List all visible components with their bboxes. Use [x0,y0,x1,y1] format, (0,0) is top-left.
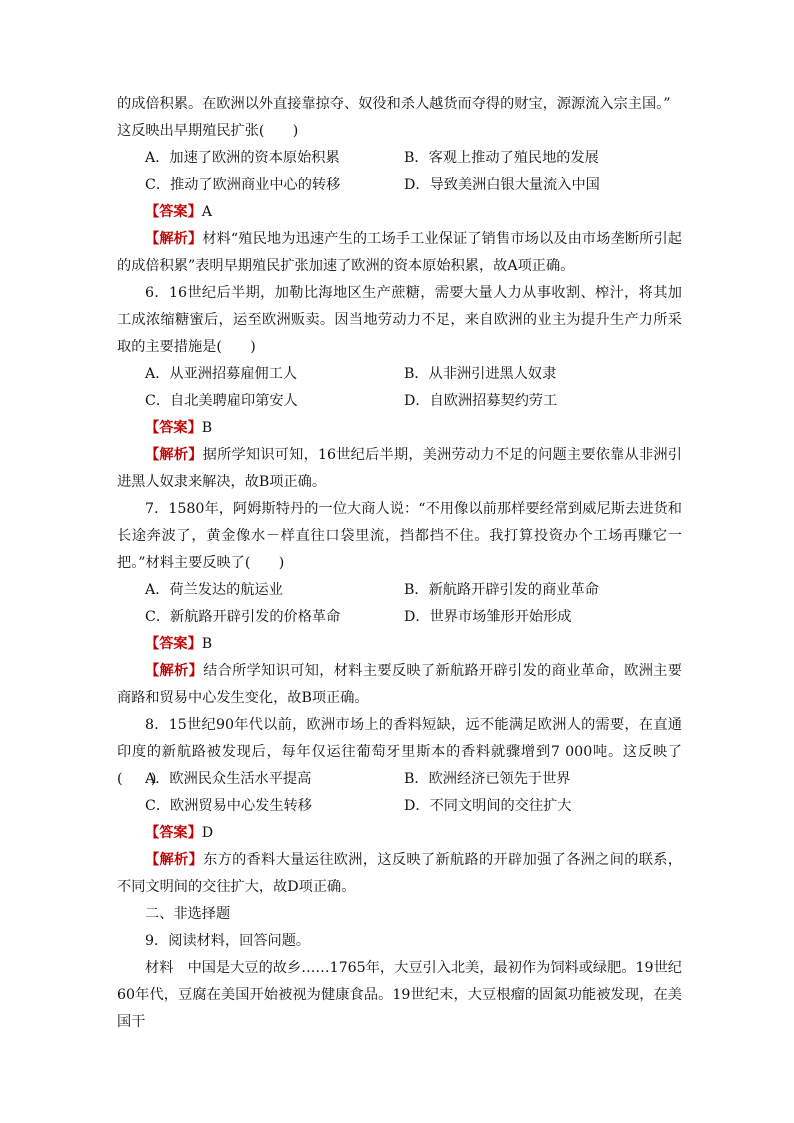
q8-answer [117,820,682,847]
q9-material: 材料 中国是大豆的故乡……1765年，大豆引入北美，最初作为饲料或绿肥。19世纪60年代，豆腐在美国开始被视为健康食品。19世纪末，大豆根瘤的固氮功能被发现，在美国干 [117,960,682,1030]
q7-option-b: B．新航路开辟引发的商业革命 [404,582,599,598]
q5-options-row-2 [117,172,682,199]
q8-options-row-1 [117,766,682,793]
q7-options-row-2 [117,604,682,631]
analysis-text: 材料“殖民地为迅速产生的工场手工业保证了销售市场以及由市场垄断所引起的成倍积累”表明早期殖民扩张加速了欧洲的资本原始积累，故A项正确。 [117,231,682,274]
analysis-tag: 【解析】 [145,447,203,463]
analysis-text: 据所学知识可知，16世纪后半期，美洲劳动力不足的问题主要依靠从非洲引进黑人奴隶来解决，故B项正确。 [117,447,682,490]
q6-stem: 6．16世纪后半期，加勒比海地区生产蔗糖，需要大量人力从事收割、榨汁，将其加工成浓缩糖蜜后，运至欧洲贩卖。因当地劳动力不足，来自欧洲的业主为提升生产力所采取的主要措施是( ) [117,285,682,355]
q7-option-c: C．新航路开辟引发的价格革命 [145,609,341,625]
q6-answer [117,415,682,442]
q8-option-c: C．欧洲贸易中心发生转移 [145,798,312,814]
q5-option-b: B．客观上推动了殖民地的发展 [404,150,599,166]
q9-stem: 9．阅读材料，回答问题。 [145,933,311,949]
q7-option-a: A．荷兰发达的航运业 [145,582,283,598]
q8-option-b: B．欧洲经济已领先于世界 [404,771,571,787]
analysis-tag: 【解析】 [145,663,204,679]
q5-option-a: A．加速了欧洲的资本原始积累 [145,150,340,166]
q7-answer [117,631,682,658]
q7-analysis [117,658,682,712]
q5-option-c: C．推动了欧洲商业中心的转移 [145,177,341,193]
section-heading: 二、非选择题 [145,906,231,922]
q8-stem: 8．15世纪90年代以前，欧洲市场上的香料短缺，远不能满足欧洲人的需要，在直通印度的新航路被发现后，每年仅运往葡萄牙里斯本的香料就骤增到7 000吨。这反映了( ) [117,717,682,787]
q6-option-c: C．自北美聘雇印第安人 [145,393,298,409]
q8-option-a: A．欧洲民众生活水平提高 [145,771,312,787]
q5-analysis [117,226,682,280]
q6-option-a: A．从亚洲招募雇佣工人 [145,366,298,382]
q6-option-b: B．从非洲引进黑人奴隶 [404,366,557,382]
q8-options-row-2 [117,793,682,820]
q6-option-d: D．自欧洲招募契约劳工 [404,393,558,409]
q6-options-row-2 [117,388,682,415]
answer-tag: 【答案】 [145,825,202,841]
q8-option-d: D．不同文明间的交往扩大 [404,798,572,814]
q7-options-row-1 [117,577,682,604]
q5-stem-line-1: 的成倍积累。在欧洲以外直接靠掠夺、奴役和杀人越货而夺得的财宝，源源流入宗主国。” [117,96,671,112]
q5-answer [117,199,682,226]
analysis-text: 结合所学知识可知，材料主要反映了新航路开辟引发的商业革命，欧洲主要商路和贸易中心发生变化，故B项正确。 [117,663,682,706]
q5-stem-line-2: 这反映出早期殖民扩张( ) [117,123,299,139]
q8-analysis [117,847,682,901]
answer-value: B [201,420,213,436]
q5-options-row-1 [117,145,682,172]
q7-option-d: D．世界市场雏形开始形成 [404,609,572,625]
answer-value: A [201,204,213,220]
answer-tag: 【答案】 [145,204,202,220]
q6-analysis [117,442,682,496]
answer-tag: 【答案】 [145,420,202,436]
analysis-tag: 【解析】 [145,231,203,247]
analysis-tag: 【解析】 [145,852,204,868]
q7-stem: 7．1580年，阿姆斯特丹的一位大商人说：“不用像以前那样要经常到威尼斯去进货和长途奔波了，黄金像水－样直往口袋里流，挡都挡不住。我打算投资办个工场再赚它一把。”材料主要反映了( ) [117,501,682,571]
answer-value: D [201,825,214,841]
q5-option-d: D．导致美洲白银大量流入中国 [404,177,600,193]
analysis-text: 东方的香料大量运往欧洲，这反映了新航路的开辟加强了各洲之间的联系，不同文明间的交往扩大，故D项正确。 [117,852,682,895]
answer-tag: 【答案】 [145,636,202,652]
answer-value: B [201,636,213,652]
q6-options-row-1 [117,361,682,388]
page-content [117,91,682,1036]
